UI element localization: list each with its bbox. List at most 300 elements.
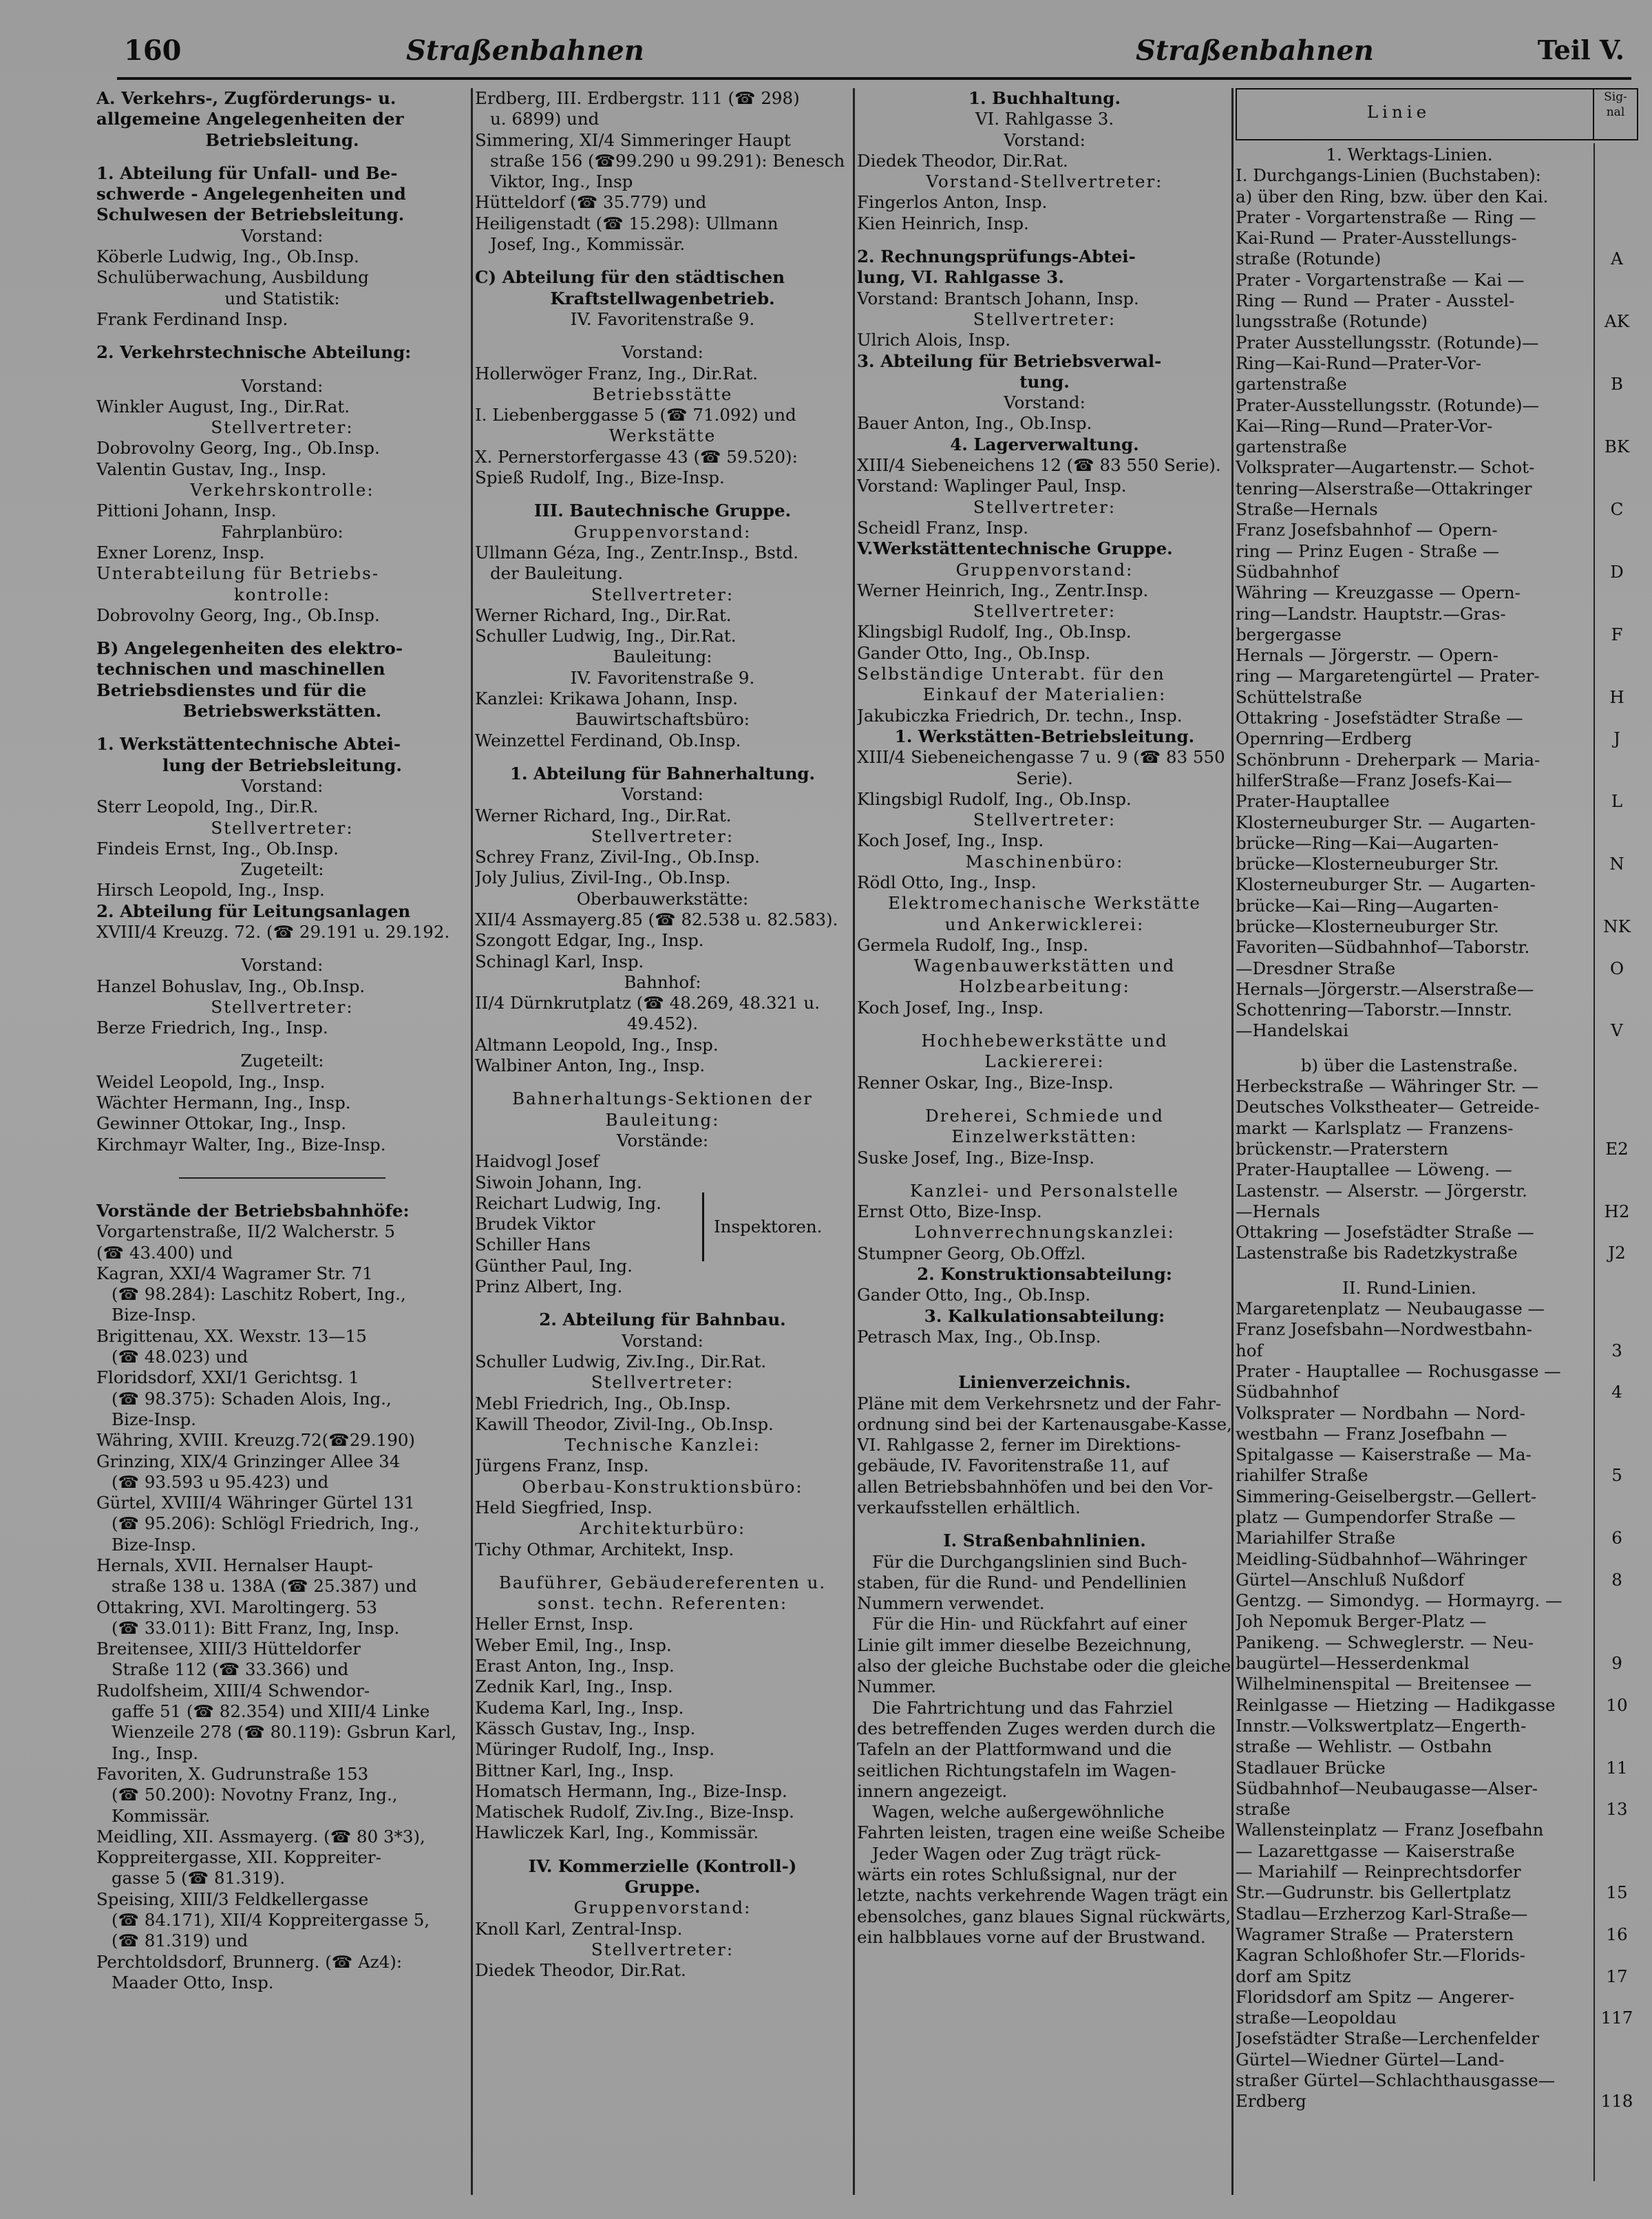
text-line: Winkler August, Ing., Dir.Rat. bbox=[96, 396, 350, 417]
text-line: Jeder Wagen oder Zug trägt rück- bbox=[872, 1843, 1161, 1864]
route-text bbox=[1236, 1222, 1583, 1264]
route-line: Franz Josefsbahnhof — Opern- bbox=[1236, 520, 1498, 540]
inspector-name: Brudek Viktor bbox=[475, 1214, 595, 1234]
text-line: Schuller Ludwig, Ing., Dir.Rat. bbox=[475, 626, 737, 646]
section-heading: tung. bbox=[1019, 371, 1070, 392]
route-text bbox=[1236, 1674, 1583, 1716]
text-line: Matischek Rudolf, Ziv.Ing., Bize-Insp. bbox=[475, 1802, 794, 1822]
route-text bbox=[1236, 645, 1583, 708]
section-heading: technischen und maschinellen bbox=[96, 659, 385, 680]
route-row bbox=[1236, 708, 1638, 750]
brace-label: Inspektoren. bbox=[702, 1192, 822, 1261]
text-line: Stellvertreter: bbox=[973, 810, 1116, 830]
text-line: Bize-Insp. bbox=[112, 1534, 197, 1555]
route-line: Volksprater — Nordbahn — Nord- bbox=[1236, 1402, 1525, 1423]
text-line: Bauführer, Gebäudereferenten u. bbox=[498, 1572, 827, 1592]
text-line: des betreffenden Zuges werden durch die bbox=[857, 1718, 1216, 1738]
text-line: Fahrplanbüro: bbox=[221, 521, 343, 542]
text-line: Oberbau-Konstruktionsbüro: bbox=[522, 1476, 803, 1497]
text-line: Werkstätte bbox=[608, 425, 717, 446]
route-row bbox=[1236, 750, 1638, 812]
page-header bbox=[117, 29, 1631, 80]
text-line: Held Siegfried, Insp. bbox=[475, 1497, 653, 1517]
text-line: Dobrovolny Georg, Ing., Ob.Insp. bbox=[96, 438, 380, 459]
text-line: Stellvertreter: bbox=[973, 601, 1116, 622]
route-row bbox=[1236, 333, 1638, 395]
text-line: Stellvertreter: bbox=[211, 417, 354, 438]
text-line: staben, für die Rund- und Pendellinien bbox=[857, 1572, 1187, 1592]
route-line: straße bbox=[1236, 1799, 1291, 1820]
text-line: Lackiererei: bbox=[984, 1051, 1105, 1072]
text-line: Hanzel Bohuslav, Ing., Ob.Insp. bbox=[96, 976, 366, 996]
text-line: ebensolches, ganz blaues Signal rückwärts, bbox=[857, 1906, 1231, 1926]
route-signal: D bbox=[1610, 561, 1624, 582]
route-line: I. Durchgangs-Linien (Buchstaben): bbox=[1236, 165, 1541, 186]
route-text bbox=[1236, 1945, 1583, 1987]
text-line: gebäude, IV. Favoritenstraße 11, auf bbox=[857, 1455, 1169, 1476]
route-row bbox=[1236, 1904, 1638, 1946]
text-line: Gruppenvorstand: bbox=[955, 559, 1134, 580]
text-line: Vorstand: bbox=[241, 775, 324, 796]
route-text bbox=[1236, 207, 1583, 270]
text-line: Kanzlei- und Personalstelle bbox=[909, 1180, 1180, 1201]
route-signal: 16 bbox=[1606, 1924, 1628, 1944]
text-line: Werner Heinrich, Ing., Zentr.Insp. bbox=[857, 580, 1149, 600]
section-heading: III. Bautechnische Gruppe. bbox=[533, 501, 792, 521]
text-line: Weber Emil, Ing., Insp. bbox=[475, 1634, 672, 1655]
text-line: Vorstand: bbox=[241, 955, 324, 976]
route-text bbox=[1236, 1778, 1583, 1820]
text-line: Hirsch Leopold, Ing., Insp. bbox=[96, 880, 325, 901]
text-line: also der gleiche Buchstabe oder die gleiche bbox=[857, 1656, 1231, 1676]
route-text bbox=[1236, 1987, 1583, 2029]
text-line: Exner Lorenz, Insp. bbox=[96, 542, 265, 562]
text-line: Elektromechanische Werkstätte bbox=[888, 893, 1201, 914]
route-row bbox=[1236, 1716, 1638, 1778]
text-line: Diedek Theodor, Dir.Rat. bbox=[857, 150, 1068, 171]
route-row bbox=[1236, 645, 1638, 708]
route-line: riahilfer Straße bbox=[1236, 1465, 1368, 1486]
route-text bbox=[1236, 2028, 1583, 2112]
text-line: Gewinner Ottokar, Ing., Insp. bbox=[96, 1113, 347, 1134]
part-label: Teil V. bbox=[1537, 34, 1624, 65]
route-line: Prater-Hauptallee bbox=[1236, 791, 1390, 812]
text-line: Simmering, XI/4 Simmeringer Haupt bbox=[475, 129, 791, 150]
route-line: straße—Leopoldau bbox=[1236, 2008, 1397, 2028]
route-line: Gentzg. — Simondyg. — Hormayrg. — bbox=[1236, 1590, 1563, 1611]
text-line: sonst. techn. Referenten: bbox=[537, 1593, 788, 1614]
text-line: Bahnerhaltungs-Sektionen der bbox=[512, 1089, 813, 1109]
text-line: Wagen, welche außergewöhnliche bbox=[872, 1802, 1165, 1822]
text-line: Weinzettel Ferdinand, Ob.Insp. bbox=[475, 730, 741, 750]
route-signal: L bbox=[1611, 791, 1623, 812]
route-line: straße (Rotunde) bbox=[1236, 249, 1381, 269]
route-line: Ottakring — Josefstädter Straße — bbox=[1236, 1222, 1534, 1243]
route-line: Floridsdorf am Spitz — Angerer- bbox=[1236, 1986, 1515, 2007]
text-line: Dreherei, Schmiede und bbox=[925, 1105, 1164, 1126]
route-line: Klosterneuburger Str. — Augarten- bbox=[1236, 874, 1536, 895]
text-line: der Bauleitung. bbox=[490, 563, 624, 584]
route-line: Klosterneuburger Str. — Augarten- bbox=[1236, 812, 1536, 832]
text-line: u. 6899) und bbox=[490, 109, 600, 129]
route-signal: 5 bbox=[1611, 1465, 1622, 1486]
route-signal: NK bbox=[1603, 916, 1631, 936]
text-line: Bauwirtschaftsbüro: bbox=[575, 709, 750, 730]
text-line: Schuller Ludwig, Ziv.Ing., Dir.Rat. bbox=[475, 1351, 767, 1371]
route-line: Südbahnhof bbox=[1236, 1382, 1339, 1402]
section-heading: Kraftstellwagenbetrieb. bbox=[550, 288, 775, 308]
route-text bbox=[1236, 1820, 1583, 1903]
route-signal: 17 bbox=[1606, 1966, 1628, 1986]
route-line: dorf am Spitz bbox=[1236, 1966, 1351, 1986]
spacer bbox=[475, 751, 850, 764]
route-signal: 3 bbox=[1611, 1340, 1622, 1360]
route-line: bergergasse bbox=[1236, 624, 1342, 644]
route-line: Südbahnhof bbox=[1236, 561, 1339, 582]
route-signal: V bbox=[1611, 1020, 1623, 1041]
route-line: gartenstraße bbox=[1236, 374, 1347, 395]
text-line: Vorstand: Brantsch Johann, Insp. bbox=[857, 288, 1139, 308]
text-line: Homatsch Hermann, Ing., Bize-Insp. bbox=[475, 1780, 787, 1801]
route-row bbox=[1236, 1820, 1638, 1903]
text-line: Erast Anton, Ing., Insp. bbox=[475, 1656, 675, 1676]
text-line: Wächter Hermann, Ing., Insp. bbox=[96, 1093, 351, 1113]
spacer bbox=[475, 255, 850, 267]
text-line: Schinagl Karl, Insp. bbox=[475, 951, 644, 971]
text-line: und Ankerwicklerei: bbox=[944, 914, 1145, 934]
text-line: gaffe 51 (☎ 82.354) und XIII/4 Linke bbox=[112, 1701, 430, 1722]
text-column-3 bbox=[857, 88, 1232, 2195]
section-heading: Gruppe. bbox=[624, 1877, 701, 1897]
spacer bbox=[857, 1093, 1232, 1106]
linie-column-header: Linie bbox=[1366, 102, 1431, 122]
text-line: gasse 5 (☎ 81.319). bbox=[112, 1868, 286, 1889]
text-line: Koch Josef, Ing., Insp. bbox=[857, 830, 1044, 851]
text-line: Germela Rudolf, Ing., Insp. bbox=[857, 934, 1089, 955]
route-row bbox=[1236, 1486, 1638, 1549]
section-heading: 3. Abteilung für Betriebsverwal- bbox=[857, 350, 1162, 371]
spacer bbox=[475, 1076, 850, 1089]
inspector-name: Günther Paul, Ing. bbox=[475, 1255, 633, 1276]
spacer bbox=[857, 1360, 1232, 1372]
route-text bbox=[1236, 708, 1583, 750]
text-line: II/4 Dürnkrutplatz (☎ 48.269, 48.321 u. bbox=[475, 993, 820, 1013]
route-line: brücke—Ring—Kai—Augarten- bbox=[1236, 832, 1499, 853]
route-text bbox=[1236, 270, 1583, 333]
route-line: Ottakring - Josefstädter Straße — bbox=[1236, 708, 1523, 728]
text-line: Perchtoldsdorf, Brunnerg. (☎ Az4): bbox=[96, 1951, 403, 1972]
text-line: XII/4 Assmayerg.85 (☎ 82.538 u. 82.583). bbox=[475, 909, 838, 929]
text-line: Stellvertreter: bbox=[591, 584, 734, 604]
text-line: Kagran, XXI/4 Wagramer Str. 71 bbox=[96, 1263, 373, 1283]
spacer bbox=[857, 1018, 1232, 1031]
route-line: hilferStraße—Franz Josefs-Kai— bbox=[1236, 770, 1512, 790]
route-line: brückenstr.—Praterstern bbox=[1236, 1138, 1449, 1159]
route-text bbox=[1236, 1716, 1583, 1778]
route-line: Gürtel—Wiedner Gürtel—Land- bbox=[1236, 2049, 1505, 2070]
route-row bbox=[1236, 457, 1638, 520]
route-line: —Handelskai bbox=[1236, 1020, 1349, 1041]
route-line: Gürtel—Anschluß Nußdorf bbox=[1236, 1569, 1464, 1590]
route-line: ring — Prinz Eugen - Straße — bbox=[1236, 540, 1500, 561]
route-row bbox=[1236, 1222, 1638, 1264]
route-line: Simmering-Geiselbergstr.—Gellert- bbox=[1236, 1486, 1537, 1506]
section-heading: IV. Kommerzielle (Kontroll-) bbox=[528, 1855, 797, 1876]
route-signal: 10 bbox=[1606, 1694, 1628, 1715]
text-line: Grinzing, XIX/4 Grinzinger Allee 34 bbox=[96, 1451, 401, 1471]
text-line: Koch Josef, Ing., Insp. bbox=[857, 997, 1044, 1018]
section-heading: 2. Rechnungsprüfungs-Abtei- bbox=[857, 246, 1136, 267]
text-line: Die Fahrtrichtung und das Fahrziel bbox=[872, 1697, 1174, 1718]
route-line: Schüttelstraße bbox=[1236, 686, 1362, 707]
text-line: (☎ 93.593 u 95.423) und bbox=[112, 1471, 329, 1492]
spacer bbox=[475, 1560, 850, 1573]
text-line: Bauleitung: bbox=[605, 1109, 720, 1130]
text-line: Ullmann Géza, Ing., Zentr.Insp., Bstd. bbox=[475, 542, 799, 562]
text-line: Kanzlei: Krikawa Johann, Insp. bbox=[475, 688, 739, 709]
spacer bbox=[96, 943, 468, 955]
route-text bbox=[1236, 457, 1583, 520]
route-line: Favoriten—Südbahnhof—Taborstr. bbox=[1236, 937, 1530, 958]
text-line: Gruppenvorstand: bbox=[573, 521, 752, 542]
text-line: Vorstand: bbox=[1004, 392, 1086, 413]
route-line: Prater - Vorgartenstraße — Kai — bbox=[1236, 269, 1525, 290]
text-line: Einkauf der Materialien: bbox=[922, 684, 1167, 705]
text-line: Jürgens Franz, Insp. bbox=[475, 1455, 649, 1476]
route-signal: 9 bbox=[1611, 1653, 1622, 1674]
text-line: Verkehrskontrolle: bbox=[190, 480, 374, 501]
route-row bbox=[1236, 520, 1638, 582]
text-line: Maschinenbüro: bbox=[965, 851, 1124, 872]
text-line: (☎ 84.171), XII/4 Koppreitergasse 5, bbox=[112, 1910, 430, 1931]
route-text bbox=[1236, 582, 1583, 645]
route-line: Kagran Schloßhofer Str.—Florids- bbox=[1236, 1945, 1525, 1966]
text-line: Bahnhof: bbox=[624, 971, 701, 992]
text-line: Bittner Karl, Ing., Insp. bbox=[475, 1760, 675, 1780]
text-line: Kudema Karl, Ing., Insp. bbox=[475, 1697, 684, 1718]
route-signal: AK bbox=[1605, 311, 1629, 332]
text-line: innern angezeigt. bbox=[857, 1780, 1008, 1801]
route-line: Kai-Rund — Prater-Ausstellungs- bbox=[1236, 228, 1517, 249]
route-row bbox=[1236, 1278, 1638, 1298]
text-line: Frank Ferdinand Insp. bbox=[96, 308, 288, 329]
text-line: Szongott Edgar, Ing., Insp. bbox=[475, 930, 704, 951]
text-line: Wienzeile 278 (☎ 80.119): Gsbrun Karl, bbox=[112, 1722, 457, 1743]
route-line: Stadlau—Erzherzog Karl-Straße— bbox=[1236, 1903, 1528, 1924]
text-line: Werner Richard, Ing., Dir.Rat. bbox=[475, 805, 732, 825]
route-line: Prater-Ausstellungsstr. (Rotunde)— bbox=[1236, 395, 1539, 415]
text-line: Stellvertreter: bbox=[591, 825, 734, 846]
text-line: letzte, nachts verkehrende Wagen trägt ein bbox=[857, 1885, 1229, 1906]
route-text bbox=[1236, 1278, 1583, 1298]
text-line: Weidel Leopold, Ing., Insp. bbox=[96, 1071, 326, 1092]
text-line: Favoriten, X. Gudrunstraße 153 bbox=[96, 1763, 369, 1784]
text-line: Vorstand: bbox=[241, 375, 324, 396]
route-row bbox=[1236, 1298, 1638, 1361]
route-text bbox=[1236, 937, 1583, 979]
text-line: allen Betriebsbahnhöfen und bei den Vor- bbox=[857, 1476, 1214, 1497]
route-line: Stadlauer Brücke bbox=[1236, 1757, 1386, 1778]
text-line: Klingsbigl Rudolf, Ing., Ob.Insp. bbox=[857, 622, 1132, 642]
text-line: Nummer. bbox=[857, 1676, 936, 1697]
text-line: Ottakring, XVI. Maroltingerg. 53 bbox=[96, 1597, 377, 1617]
route-line: Innstr.—Volkswertplatz—Engerth- bbox=[1236, 1715, 1527, 1736]
text-column-1 bbox=[96, 88, 468, 2195]
route-signal: B bbox=[1610, 374, 1623, 395]
text-line: Bauer Anton, Ing., Ob.Insp. bbox=[857, 413, 1092, 434]
spacer bbox=[857, 234, 1232, 246]
route-line: Kai—Ring—Rund—Prater-Vor- bbox=[1236, 415, 1493, 436]
route-line: Währing — Kreuzgasse — Opern- bbox=[1236, 582, 1521, 603]
route-text bbox=[1236, 1361, 1583, 1403]
route-line: Erdberg bbox=[1236, 2091, 1306, 2112]
route-line: Hernals — Jörgerstr. — Opern- bbox=[1236, 645, 1499, 666]
route-text bbox=[1236, 165, 1583, 186]
route-signal: E2 bbox=[1605, 1138, 1629, 1159]
text-line: Ernst Otto, Bize-Insp. bbox=[857, 1201, 1042, 1222]
text-line: Joly Julius, Zivil-Ing., Ob.Insp. bbox=[475, 867, 731, 888]
route-line: II. Rund-Linien. bbox=[1342, 1277, 1476, 1298]
text-line: Ulrich Alois, Insp. bbox=[857, 330, 1011, 350]
spacer bbox=[857, 1347, 1232, 1360]
route-signal: 15 bbox=[1606, 1882, 1628, 1903]
text-line: wärts ein rotes Schlußsignal, nur der bbox=[857, 1864, 1176, 1885]
text-line: Altmann Leopold, Ing., Insp. bbox=[475, 1034, 719, 1055]
text-line: XIII/4 Siebeneichens 12 (☎ 83 550 Serie). bbox=[857, 455, 1221, 476]
route-line: Ring — Rund — Prater - Ausstel- bbox=[1236, 291, 1515, 311]
signal-header-text: Sig- nal bbox=[1604, 90, 1627, 119]
route-line: brücke—Klosterneuburger Str. bbox=[1236, 916, 1499, 936]
text-line: Kawill Theodor, Zivil-Ing., Ob.Insp. bbox=[475, 1413, 774, 1434]
route-line: Wallensteinplatz — Franz Josefbahn bbox=[1236, 1820, 1544, 1840]
route-line: gartenstraße bbox=[1236, 437, 1347, 457]
section-heading: I. Straßenbahnlinien. bbox=[943, 1531, 1146, 1551]
text-line: Vorstand: bbox=[241, 225, 324, 246]
route-row bbox=[1236, 1987, 1638, 2029]
running-title-right: Straßenbahnen bbox=[1136, 34, 1374, 67]
text-line: Einzelwerkstätten: bbox=[951, 1126, 1138, 1147]
text-line: Kommissär. bbox=[112, 1805, 211, 1826]
spacer bbox=[96, 626, 468, 638]
text-line: Tafeln an der Plattformwand und die bbox=[857, 1739, 1172, 1760]
route-row bbox=[1236, 395, 1638, 458]
section-heading: lung, VI. Rahlgasse 3. bbox=[857, 267, 1064, 288]
text-line: 49.452). bbox=[626, 1013, 699, 1034]
section-heading: 4. Lagerverwaltung. bbox=[950, 434, 1139, 454]
route-row bbox=[1236, 937, 1638, 979]
route-line: Schönbrunn - Dreherpark — Maria- bbox=[1236, 749, 1540, 770]
route-line: —Dresdner Straße bbox=[1236, 958, 1396, 978]
route-text bbox=[1236, 1159, 1583, 1222]
text-line: Pläne mit dem Verkehrsnetz und der Fahr- bbox=[857, 1393, 1222, 1413]
text-line: seitlichen Richtungstafeln im Wagen- bbox=[857, 1760, 1176, 1780]
route-line: Südbahnhof—Neubaugasse—Alser- bbox=[1236, 1778, 1538, 1798]
text-line: IV. Favoritenstraße 9. bbox=[570, 308, 755, 329]
text-line: Gürtel, XVIII/4 Währinger Gürtel 131 bbox=[96, 1493, 415, 1513]
section-heading: 2. Verkehrstechnische Abteilung: bbox=[96, 342, 412, 363]
route-signal: 118 bbox=[1600, 2091, 1633, 2112]
text-line: IV. Favoritenstraße 9. bbox=[570, 667, 755, 688]
route-line: Wilhelminenspital — Breitensee — bbox=[1236, 1674, 1532, 1694]
route-signal: 13 bbox=[1606, 1799, 1628, 1820]
route-line: Lastenstraße bis Radetzkystraße bbox=[1236, 1243, 1518, 1263]
text-line: Berze Friedrich, Ing., Insp. bbox=[96, 1018, 328, 1038]
route-text bbox=[1236, 1549, 1583, 1591]
route-text bbox=[1236, 333, 1583, 395]
text-line: (☎ 95.206): Schlögl Friedrich, Ing., bbox=[112, 1513, 420, 1534]
route-row bbox=[1236, 1590, 1638, 1674]
text-line: Vorgartenstraße, II/2 Walcherstr. 5 bbox=[96, 1221, 396, 1242]
section-heading: A. Verkehrs-, Zugförderungs- u. bbox=[96, 88, 396, 108]
text-line: Vorstand: bbox=[622, 784, 703, 805]
text-line: XVIII/4 Kreuzg. 72. (☎ 29.191 u. 29.192. bbox=[96, 921, 450, 942]
spacer bbox=[96, 364, 468, 376]
text-line: Für die Durchgangslinien sind Buch- bbox=[872, 1551, 1187, 1572]
route-line: Franz Josefsbahn—Nordwestbahn- bbox=[1236, 1319, 1533, 1340]
text-line: Schulüberwachung, Ausbildung bbox=[96, 267, 369, 288]
text-line: Hawliczek Karl, Ing., Kommissär. bbox=[475, 1822, 759, 1843]
section-heading: Schulwesen der Betriebsleitung. bbox=[96, 204, 405, 225]
route-line: Prater - Vorgartenstraße — Ring — bbox=[1236, 207, 1536, 227]
signal-column-header bbox=[1593, 90, 1637, 139]
route-signal: J bbox=[1613, 728, 1620, 749]
route-line: Joh Nepomuk Berger-Platz — bbox=[1236, 1611, 1487, 1632]
spacer bbox=[96, 151, 468, 163]
spacer bbox=[475, 330, 850, 342]
text-line: Sterr Leopold, Ing., Dir.R. bbox=[96, 797, 319, 817]
inspector-name: Reichart Ludwig, Ing. bbox=[475, 1192, 661, 1213]
spacer bbox=[96, 1038, 468, 1051]
text-line: Währing, XVIII. Kreuzg.72(☎29.190) bbox=[96, 1430, 415, 1451]
text-line: Josef, Ing., Kommissär. bbox=[490, 234, 686, 255]
spacer bbox=[96, 330, 468, 342]
text-line: Findeis Ernst, Ing., Ob.Insp. bbox=[96, 838, 339, 859]
text-line: Werner Richard, Ing., Dir.Rat. bbox=[475, 604, 732, 625]
route-text bbox=[1236, 395, 1583, 458]
text-line: Vorstand: bbox=[622, 342, 703, 363]
text-line: Köberle Ludwig, Ing., Ob.Insp. bbox=[96, 246, 359, 267]
route-text bbox=[1236, 812, 1583, 875]
text-line: Hollerwöger Franz, Ing., Dir.Rat. bbox=[475, 363, 759, 383]
route-line: tenring—Alserstraße—Ottakringer bbox=[1236, 478, 1532, 498]
spacer bbox=[475, 488, 850, 501]
text-line: kontrolle: bbox=[233, 584, 331, 604]
route-text bbox=[1236, 520, 1583, 582]
text-line: Müringer Rudolf, Ing., Insp. bbox=[475, 1739, 715, 1760]
route-signal: 6 bbox=[1611, 1528, 1622, 1548]
section-heading: Betriebsleitung. bbox=[205, 129, 359, 150]
route-line: — Lazarettgasse — Kaiserstraße bbox=[1236, 1840, 1515, 1861]
route-text bbox=[1236, 187, 1583, 207]
column-divider bbox=[853, 88, 855, 2195]
text-line: (☎ 33.011): Bitt Franz, Ing, Insp. bbox=[112, 1617, 400, 1638]
text-line: Stumpner Georg, Ob.Offzl. bbox=[857, 1243, 1086, 1263]
text-line: Heller Ernst, Insp. bbox=[475, 1614, 634, 1634]
spacer bbox=[96, 722, 468, 734]
text-line: Rudolfsheim, XIII/4 Schwendor- bbox=[96, 1680, 370, 1701]
section-heading: Linienverzeichnis. bbox=[958, 1372, 1131, 1393]
route-row bbox=[1236, 1403, 1638, 1486]
text-line: Ing., Insp. bbox=[112, 1743, 199, 1763]
text-line: Architekturbüro: bbox=[579, 1518, 746, 1539]
text-line: Vorstand-Stellvertreter: bbox=[926, 171, 1163, 192]
text-line: Betriebsstätte bbox=[592, 383, 733, 404]
section-heading: B) Angelegenheiten des elektro- bbox=[96, 638, 403, 659]
route-row bbox=[1236, 582, 1638, 645]
text-line: Bauleitung: bbox=[613, 646, 712, 667]
text-line: Für die Hin- und Rückfahrt auf einer bbox=[872, 1614, 1187, 1634]
route-row bbox=[1236, 1055, 1638, 1076]
